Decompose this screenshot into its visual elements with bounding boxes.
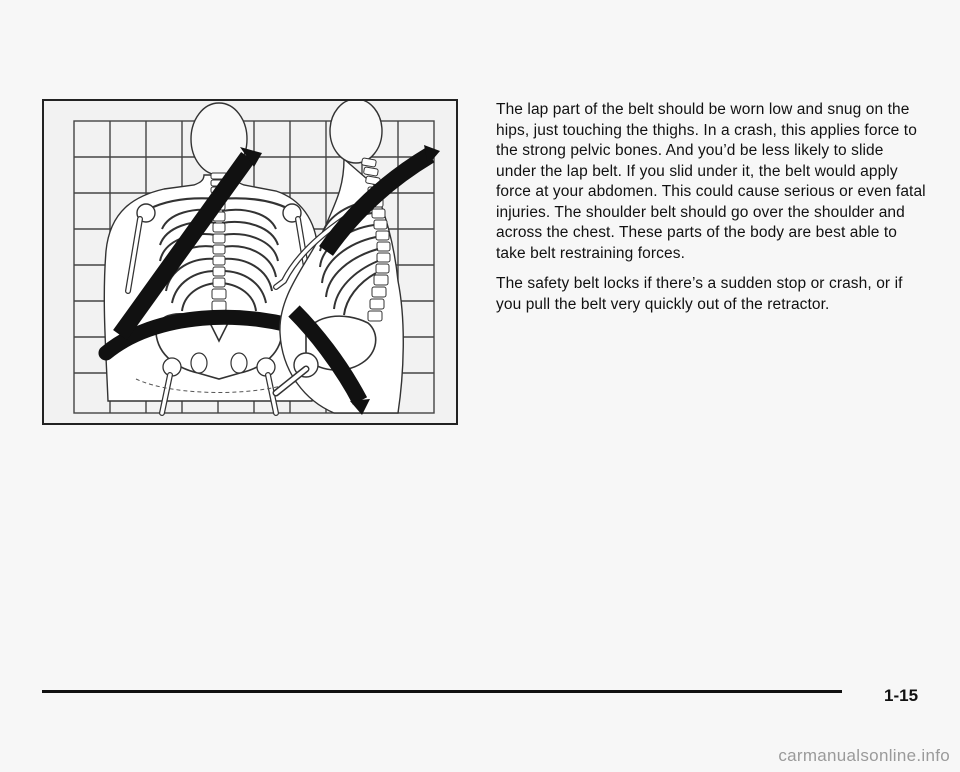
skeleton-safety-belt-icon <box>44 101 456 423</box>
side-skeleton <box>276 101 440 415</box>
footer-rule <box>42 690 842 693</box>
page-number: 1-15 <box>884 686 919 705</box>
paragraph-belt-locks: The safety belt locks if there’s a sudden stop or crash, or if you pull the belt very quickly out of the retractor. <box>496 275 903 313</box>
watermark-text: carmanualsonline.info <box>778 746 950 765</box>
paragraph-lap-belt: The lap part of the belt should be worn low and snug on the hips, just touching the thighs. In a crash, this applies force to the strong pelvic bones. And you’d be less likely to slide under the lap belt. If you slid under it, the belt would apply force at your abdomen. This could cause serious or even fatal injuries. The shoulder belt should go over the shoulder and across the chest. These parts of the body are best able to take belt restraining forces. <box>496 101 926 262</box>
body-text <box>496 100 928 325</box>
safety-belt-illustration <box>42 99 458 425</box>
